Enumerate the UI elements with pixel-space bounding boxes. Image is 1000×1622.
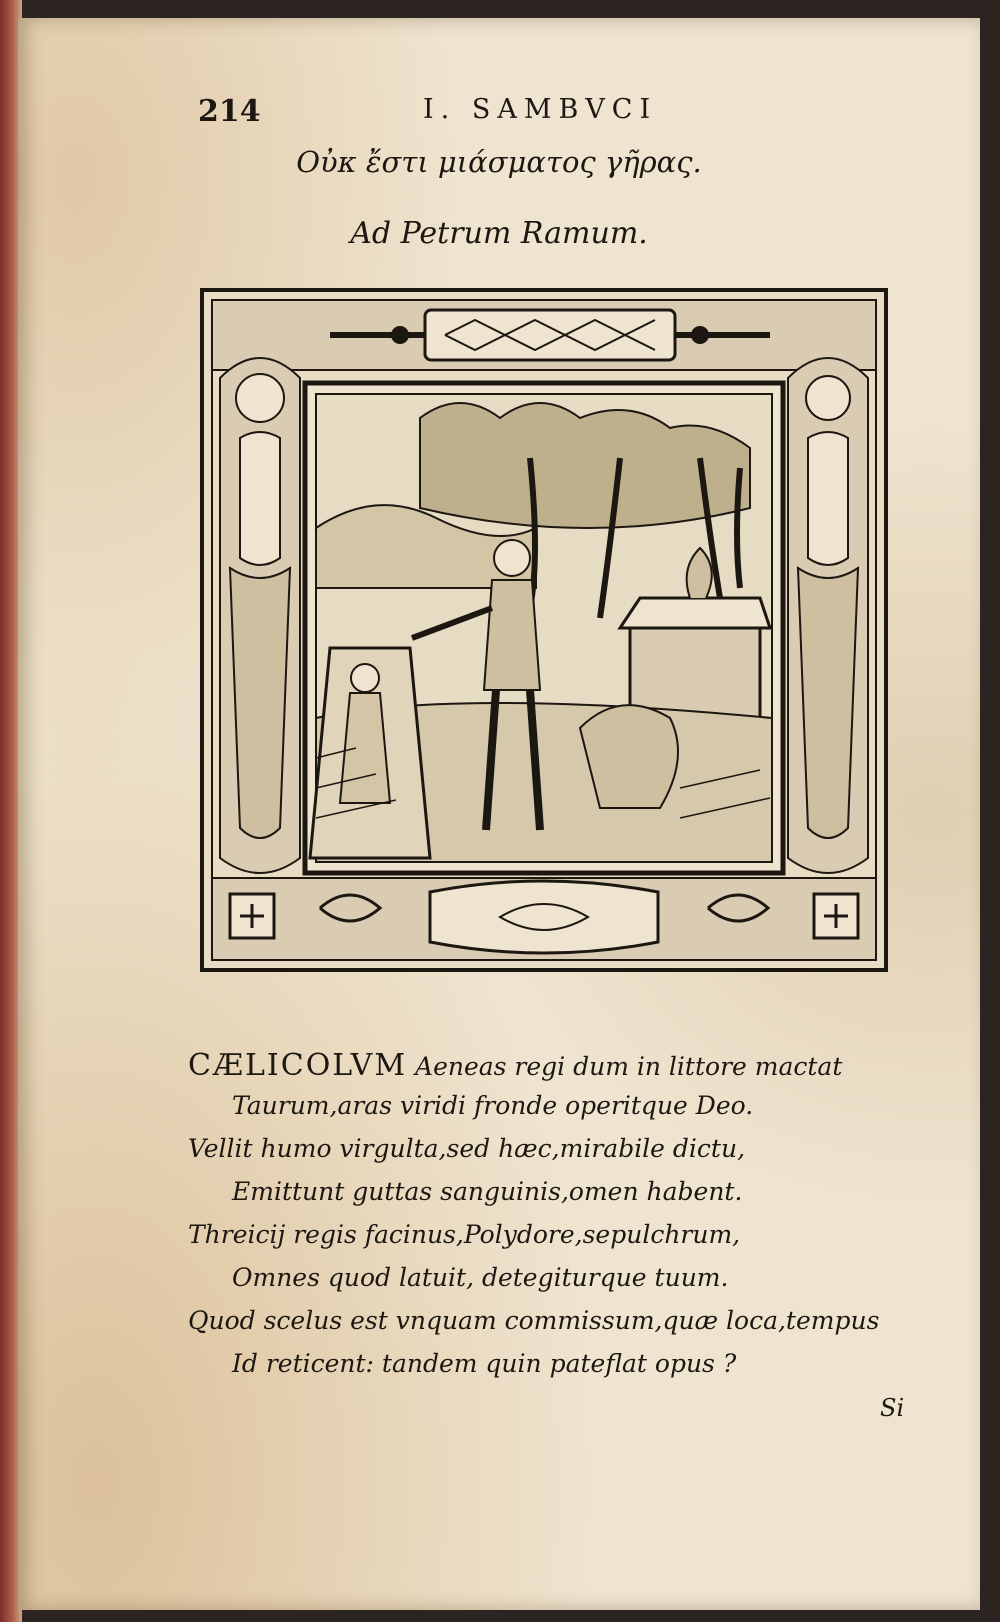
poem-line-text: Aeneas regi dum in littore mactat <box>407 1052 843 1081</box>
page-header <box>18 80 980 130</box>
running-head: I. SAMBVCI <box>423 94 658 125</box>
catchword: Si <box>880 1394 905 1422</box>
poem-line <box>188 1048 842 1083</box>
greek-motto: Οὐκ ἔστι μιάσματος γῆρας. <box>296 145 702 179</box>
poem-line: Quod scelus est vnquam commissum,quæ loca,tempus <box>188 1306 880 1335</box>
poem-line: Emittunt guttas sanguinis,omen habent. <box>232 1177 743 1206</box>
page-number: 214 <box>198 94 261 129</box>
poem-initial-word: CÆLICOLVM <box>188 1048 408 1083</box>
poem-line: Taurum,aras viridi fronde operitque Deo. <box>232 1091 754 1120</box>
woodcut-illustration-icon <box>200 288 888 972</box>
poem-line: Omnes quod latuit, detegiturque tuum. <box>232 1263 729 1292</box>
poem-line: Threicij regis facinus,Polydore,sepulchrum, <box>188 1220 741 1249</box>
dedication: Ad Petrum Ramum. <box>350 216 648 251</box>
book-page <box>18 18 980 1610</box>
poem-line: Id reticent: tandem quin pateflat opus ? <box>232 1349 737 1378</box>
poem-line: Vellit humo virgulta,sed hæc,mirabile dictu, <box>188 1134 746 1163</box>
